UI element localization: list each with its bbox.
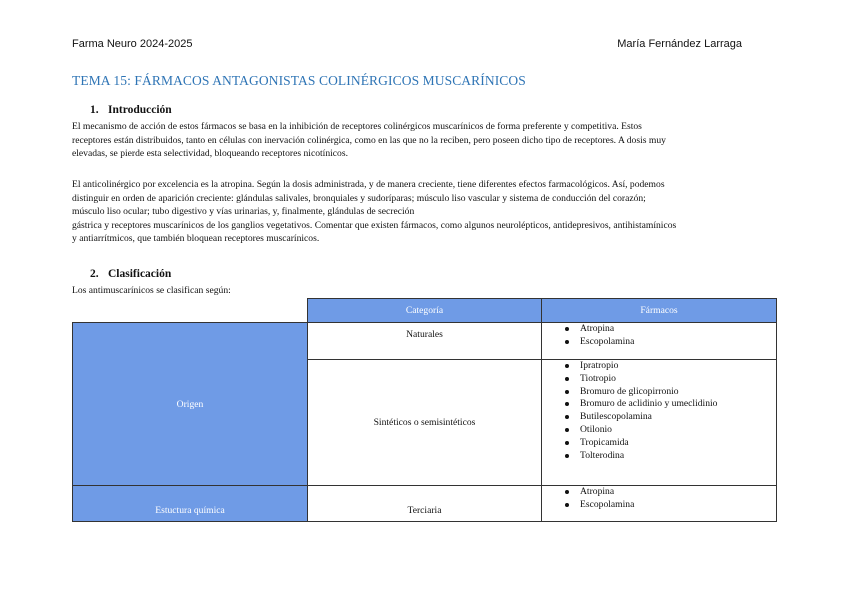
text-line: y antiarrítmicos, que también bloquean receptores muscarínicos. [72, 233, 320, 245]
list-item: Butilescopolamina [580, 411, 776, 424]
text-line: distinguir en orden de aparición creciente: glándulas salivales, bronquiales y sudoríparas; músculo liso vascular y sistema de conducción del corazón; [72, 192, 646, 204]
list-item: Bromuro de aclidinio y umeclidinio [580, 398, 776, 411]
text-line: músculo liso ocular; tubo digestivo y vías urinarias, y, finalmente, glándulas de secreción [72, 206, 415, 218]
drugs-cell [542, 360, 777, 486]
table-header-row [73, 299, 777, 323]
category-cell: Naturales [308, 323, 542, 360]
drugs-cell [542, 486, 777, 522]
table-corner-cell [73, 299, 308, 323]
list-item: Atropina [580, 323, 776, 336]
page-title: TEMA 15: FÁRMACOS ANTAGONISTAS COLINÉRGICOS MUSCARÍNICOS [72, 73, 526, 88]
intro-paragraph-2 [72, 178, 778, 246]
classification-table [72, 298, 777, 522]
list-item: Ipratropio [580, 360, 776, 373]
drug-list [542, 486, 776, 512]
section-number: 2. [90, 268, 99, 280]
header-course: Farma Neuro 2024-2025 [72, 38, 193, 50]
section-title: Introducción [108, 104, 172, 116]
list-item: Tiotropio [580, 373, 776, 386]
table-row [73, 486, 777, 522]
drug-list [542, 323, 776, 349]
intro-paragraph-1 [72, 120, 778, 161]
list-item: Tolterodina [580, 450, 776, 463]
classification-intro [72, 284, 778, 298]
list-item: Escopolamina [580, 499, 776, 512]
header-categoria: Categoría [308, 299, 542, 323]
section-heading-introduccion [90, 104, 172, 116]
section-heading-clasificacion [90, 268, 171, 280]
drugs-cell [542, 323, 777, 360]
header-author: María Fernández Larraga [617, 38, 742, 50]
section-number: 1. [90, 104, 99, 116]
table-row [73, 323, 777, 360]
text-line: receptores están distribuidos, tanto en células con inervación colinérgica, como en las que no la reciben, pero poseen dicho tipo de receptores. A dosis muy [72, 134, 666, 146]
category-cell: Terciaria [308, 486, 542, 522]
text-line: Los antimuscarínicos se clasifican según: [72, 285, 231, 296]
header-farmacos: Fármacos [542, 299, 777, 323]
section-title: Clasificación [108, 268, 172, 280]
list-item: Otilonio [580, 424, 776, 437]
text-line: El anticolinérgico por excelencia es la atropina. Según la dosis administrada, y de manera creciente, tiene diferentes efectos farmacológicos. Así, podemos [72, 179, 665, 190]
text-line: gástrica y receptores muscarínicos de los ganglios vegetativos. Comentar que existen fármacos, como algunos neurolépticos, antidepresivos, antihistamínicos [72, 219, 677, 231]
list-item: Escopolamina [580, 336, 776, 349]
group-label-estructura: Estuctura química [73, 486, 308, 522]
list-item: Tropicamida [580, 437, 776, 450]
list-item: Atropina [580, 486, 776, 499]
drug-list [542, 360, 776, 462]
group-label-origen: Origen [73, 323, 308, 486]
text-line: elevadas, se pierde esta selectividad, bloqueando receptores nicotínicos. [72, 148, 348, 160]
category-cell: Sintéticos o semisintéticos [308, 360, 542, 486]
list-item: Bromuro de glicopirronio [580, 386, 776, 399]
text-line: El mecanismo de acción de estos fármacos se basa en la inhibición de receptores colinérgicos muscarínicos de forma preferente y competitiva. Estos [72, 121, 642, 132]
